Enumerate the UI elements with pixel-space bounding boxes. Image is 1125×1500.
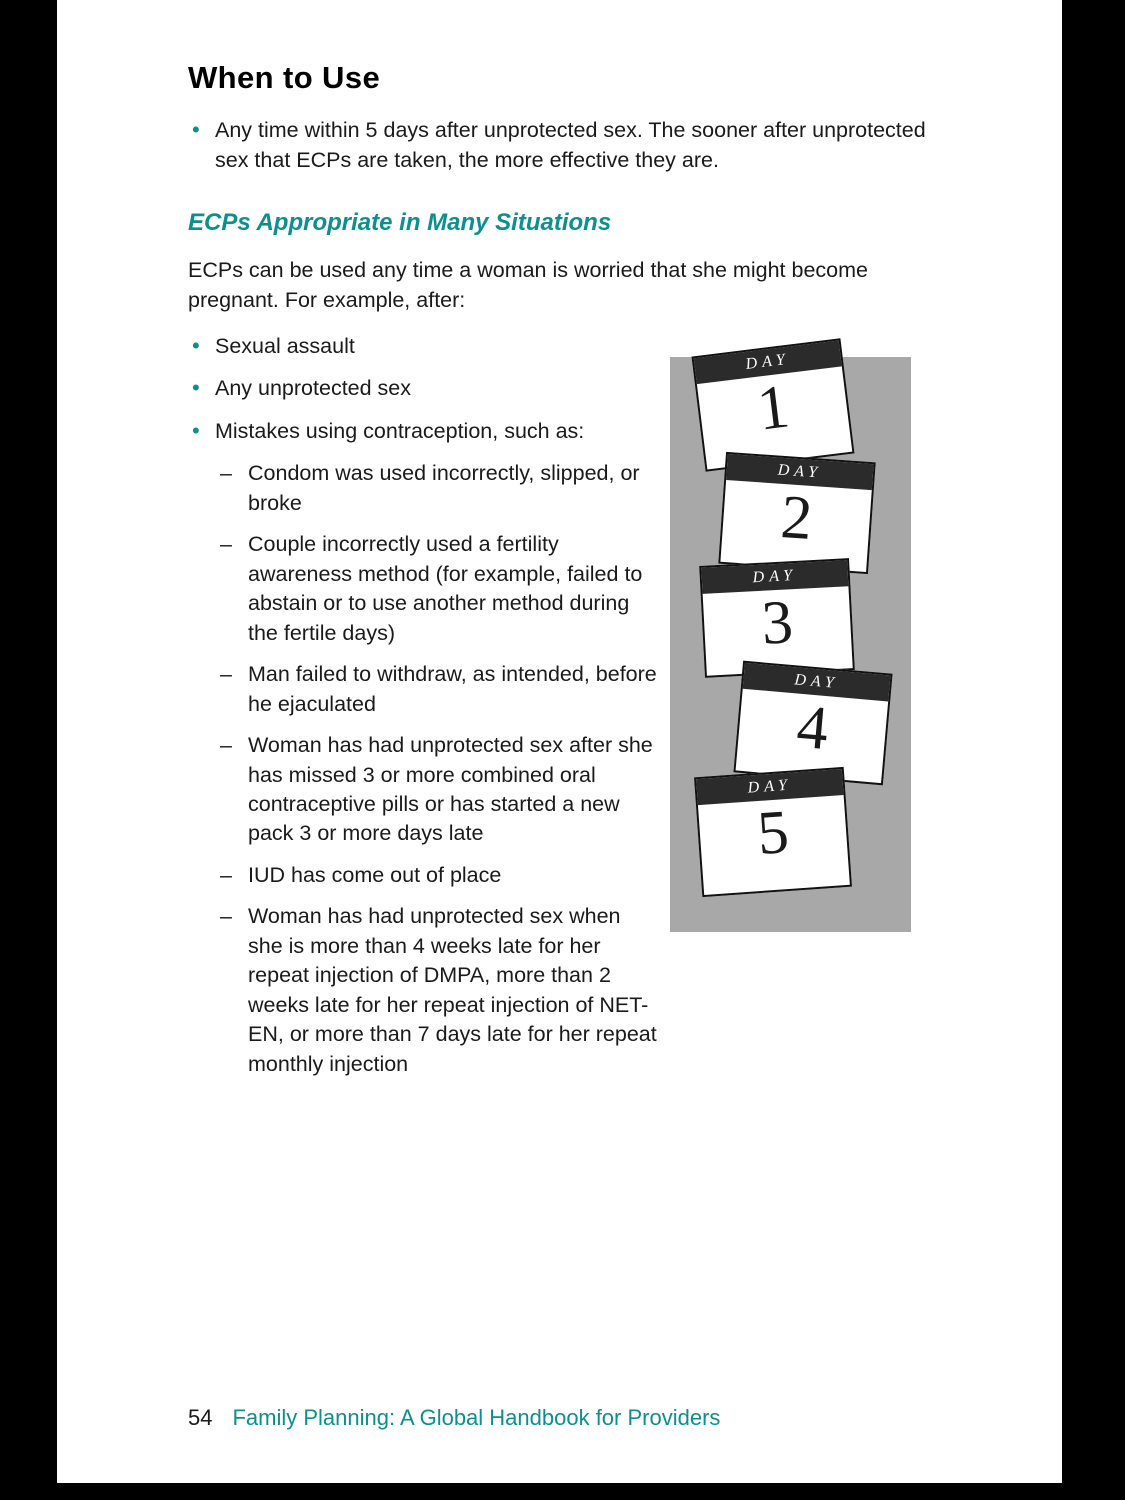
list-item: – Condom was used incorrectly, slipped, or broke [218,459,658,518]
list-item: – Woman has had unprotected sex when she is more than 4 weeks late for her repeat injection of DMPA, more than 2 weeks late for her repeat injection of NET-EN, or more than 7 days late for her repeat monthly injection [218,902,658,1079]
calendar-band-label: DAY [694,341,842,385]
calendar-sheet-day-4 [733,661,892,786]
list-item: – IUD has come out of place [218,861,658,890]
calendar-days-illustration [670,350,911,932]
list-item: • Mistakes using contraception, such as: [188,417,628,447]
calendar-day-number: 5 [755,797,791,868]
intro-bullet-list [188,116,948,175]
calendar-day-number: 2 [778,482,815,553]
list-item: – Woman has had unprotected sex after she has missed 3 or more combined oral contraceptive pills or has started a new pack 3 or more days late [218,731,658,849]
list-item: • Any time within 5 days after unprotected sex. The sooner after unprotected sex that ECPs are taken, the more effective they are. [188,116,948,175]
calendar-band-label: DAY [726,454,873,490]
page-title: When to Use [188,60,381,95]
page-sheet [57,0,1062,1483]
calendar-band-label: DAY [743,663,891,702]
calendar-band-label: DAY [701,560,848,594]
subsection-intro: ECPs can be used any time a woman is worried that she might become pregnant. For example, after: [188,258,868,313]
calendar-day-number: 4 [794,692,831,764]
list-item: • Sexual assault [188,332,628,362]
situations-bullet-list [188,332,628,447]
calendar-sheet-day-5 [694,767,852,897]
page-number: 54 [188,1405,213,1430]
mistakes-sub-list [218,459,658,1079]
calendar-sheet-day-2 [718,452,875,574]
calendar-day-number: 3 [760,588,795,658]
calendar-sheet-day-3 [699,558,855,678]
footer-book-title: Family Planning: A Global Handbook for Providers [232,1405,721,1430]
list-item: – Couple incorrectly used a fertility awareness method (for example, failed to abstain or to use another method during the fertile days) [218,530,658,648]
list-item: – Man failed to withdraw, as intended, before he ejaculated [218,660,658,719]
calendar-day-number: 1 [753,372,793,444]
calendar-band-label: DAY [696,769,843,805]
calendar-sheet-day-1 [691,338,854,471]
page-footer [188,1405,720,1431]
list-item: • Any unprotected sex [188,374,628,404]
subsection-title: ECPs Appropriate in Many Situations [188,209,612,237]
